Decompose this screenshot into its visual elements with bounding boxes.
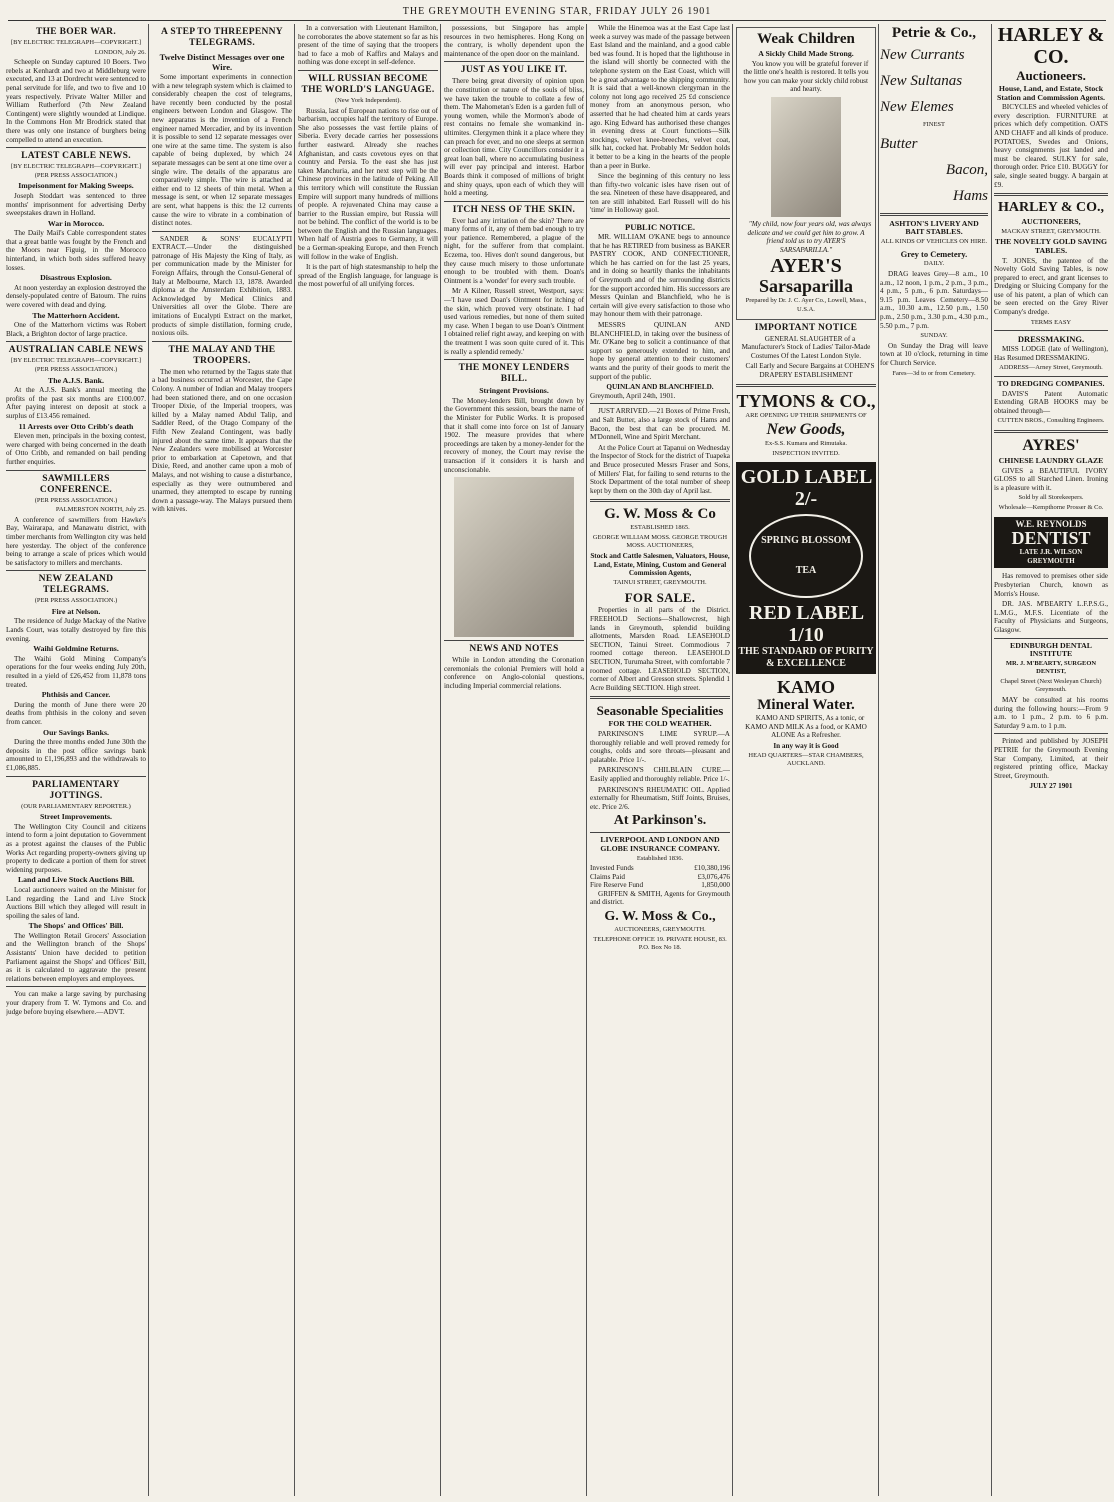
- article-heading: Impeisonment for Making Sweeps.: [18, 181, 134, 191]
- dentist-sub: LATE J.R. WILSON GREYMOUTH: [1019, 548, 1083, 565]
- advert-line: CUTTEN BROS., Consulting Engineers.: [997, 417, 1105, 425]
- article-body: While the Hinemoa was at the East Cape last week a survey was made of the passage between East Island and the mainland, and a good cable bed was found. It is hoped that the lighthouse in the island will shortly be connected with the telephone system on the East Coast, which will be a great advantage to the shipping community. It is said that a well-known clergyman in the colony not long ago received 25 £d conscience money from an anonymous person, who asserted that he had cheated him at cards years ago. King Edward has authorised these changes in evening dress at Court functions—Silk stockings, velvet knee-breeches, velvet coat, silk hat, cocked hat. Probably Mr Seddon holds it better to be a king in the hearts of the people than a peer in Burke.: [590, 24, 730, 170]
- advert-text: You know you will be grateful forever if the little one's health is restored. It tells you how you can make your sickly child robust and hearty.: [743, 59, 869, 94]
- child-illustration: [771, 97, 841, 217]
- article-heading: The Matterhorn Accident.: [32, 310, 120, 320]
- tea-slogan: THE STANDARD OF PURITY & EXCELLENCE: [738, 646, 874, 670]
- advert-heading: IMPORTANT NOTICE: [754, 322, 858, 333]
- article-body: One of the Matterhorn victims was Robert Black, a Brighton doctor of large practice.: [6, 321, 146, 338]
- advert-brand: AYER'S: [770, 255, 842, 278]
- ayers-advert: [736, 27, 876, 320]
- advert-text: Call Early and Secure Bargains at COHEN'S DRAPERY ESTABLISHMENT: [745, 362, 875, 379]
- article-subheading: (OUR PARLIAMENTARY REPORTER.): [21, 802, 131, 810]
- advert-text: GENERAL SLAUGHTER of a Manufacturer's Stock of Ladies' Tailor-Made Costumes Of the Latest London Style.: [741, 334, 871, 360]
- article-heading: Land and Live Stock Auctions Bill.: [17, 875, 135, 885]
- advert-subheading: Auctioneers.: [1016, 68, 1086, 83]
- advert-text: KAMO AND SPIRITS, As a tonic, or KAMO AND MILK As a food, or KAMO ALONE As a Refresher.: [745, 714, 867, 740]
- advert-heading: DRESSMAKING.: [1017, 334, 1085, 345]
- article-heading: ITCH NESS OF THE SKIN.: [452, 204, 576, 215]
- advert-quote: "My child, now four years old, was always delicate and we could get him to grow. A friend told us to try AYER'S SARSAPARILLA.": [747, 219, 872, 254]
- article-body: Eleven men, principals in the boxing contest, were charged with being concerned in the death of Otto Cribb, and remanded on bail pending further enquiries.: [6, 432, 146, 466]
- advert-subheading: ALL KINDS OF VEHICLES ON HIRE.: [880, 237, 988, 245]
- article-heading: NEWS AND NOTES: [469, 644, 559, 655]
- advert-brand: Sarsaparilla: [758, 276, 853, 297]
- column-rule: [991, 24, 992, 1496]
- advert-text: You can make a large saving by purchasing your drapery from T. W. Tymons and Co. and judge before buying elsewhere.—ADVT.: [6, 990, 146, 1016]
- article-heading: The Shops' and Offices' Bill.: [28, 921, 124, 931]
- advert-address: TAINUI STREET, GREYMOUTH.: [613, 578, 707, 586]
- advert-heading: At Parkinson's.: [613, 813, 707, 829]
- article-body: Russia, last of European nations to rise out of barbarism, occupies half the territory of Europe. She also possesses the vast fertile plains of Siberia. Every decade carries her possessions further eastward. Already she reaches Afghanistan, and casts covetous eyes on that country and Persia. To the east she has just taken Manchuria, and her next step will be the Chinese provinces in the latitude of Peking. All this territory which will constitute the Russian Empire will support many hundreds of millions of people. A rejuvenated China may cause a barrier to the Russian empire, but Russia will not be behind. The conflict of the world is to be between the English and the Russian languages. When half of Austria goes to Germany, it will be a German-speaking Europe, and then French will follow in the wake of English.: [298, 106, 438, 261]
- advert-subheading: SUNDAY.: [920, 332, 948, 340]
- notice-date: Greymouth, April 24th, 1901.: [590, 391, 676, 400]
- column-rule: [440, 24, 441, 1496]
- advert-item: FINEST: [922, 121, 946, 128]
- article-body: There being great diversity of opinion upon the constitution or nature of the souls of bliss, we have taken the trouble to collate a few of them. The Mahometan's Eden is a garden full of young women, while the Mormon's abode of rest contains no female she womankind in-ultimites. Clergymen think it a place where they can preach for ever, and no one sleeps at sermon or collection time. City Councillors consider it a great loan ball, where no accumulating business will ever pay principal and interest. Harbor Boards think it composed of millions of bright and shiny quays, upon each of which they will hold a meeting.: [444, 77, 584, 198]
- article-heading: THE MONEY LENDERS BILL.: [458, 363, 570, 385]
- article-body: Some important experiments in connection with a new telegraph system which is claimed to considerably cheapen the cost of telegrams, have recently been conducted by the postal engineers between London and Glasgow. The new apparatus is the invention of a French engineer named Mercadier, and by its invention it is possible to send 12 separate messages over one wire at the same time. The system is also capable of being duplexed, by which 24 separate messages can be sent at one time over a single wire. The details of the apparatus are comparatively simple. The wire is attached at either end to 12 sheets of thin metal. When a message is sent, or when 12 separate messages are sent, what happens is this: the 12 currents cause the wire to vibrate in a combination of distinct notes.: [152, 73, 292, 228]
- article-body: Local auctioneers waited on the Minister for Land regarding the Land and Live Stock Auctions Bill which they alleged will result in spoiling the sales of land.: [6, 885, 146, 920]
- advert-text: MISS LODGE (late of Wellington), Has Resumed DRESSMAKING.: [994, 345, 1108, 362]
- article-body: The Daily Mail's Cable correspondent states that a great battle was fought by the French and the Moors near Figuig, in the Morocco hinterland, in which both sides suffered heavy losses.: [6, 229, 146, 272]
- column-rule: [148, 24, 149, 1496]
- tea-advert: [736, 462, 876, 674]
- advert-subheading: DAILY.: [923, 260, 945, 268]
- article-heading: Waihi Goldmine Returns.: [33, 644, 119, 654]
- column-rule: [294, 24, 295, 1496]
- advert-address: Chapel Street (Next Wesleyan Church) Greymouth.: [1000, 677, 1102, 694]
- advert-heading: FOR SALE.: [624, 590, 696, 606]
- column-1: [6, 24, 146, 1496]
- advert-heading: HARLEY & CO.: [997, 24, 1105, 68]
- advert-text: SANDER & SONS' EUCALYPTI EXTRACT.—Under the distinguished patronage of His Majesty the King of Italy, as per communication made by the Minister for Foreign Affairs, through the Consul-General of Italy at Melbourne, March 13, 1878. Awarded diploma at the Amsterdam Exhibition, 1883. Acknowledged by Medical Clinics and Universities all over the Globe. There are imitations of Eucalypti Extract on the market, products of simple distillation, forming crude, noxious oils.: [152, 234, 292, 338]
- column-5: [590, 24, 730, 1496]
- article-heading: AUSTRALIAN CABLE NEWS: [8, 345, 144, 356]
- article-heading: Street Improvements.: [39, 812, 113, 822]
- dateline: PALMERSTON NORTH, July 25.: [55, 506, 146, 514]
- dentist-advert: [994, 517, 1108, 569]
- article-subheading: [BY ELECTRIC TELEGRAPH—COPYRIGHT.] (PER PRESS ASSOCIATION.): [10, 357, 142, 373]
- advert-heading: Seasonable Specialities: [596, 703, 724, 719]
- tea-label-gold: GOLD LABEL 2/-: [740, 466, 872, 511]
- column-4: [444, 24, 584, 1496]
- advert-heading: KAMO: [777, 677, 835, 698]
- column-2: [152, 24, 292, 1496]
- article-body: The residence of Judge Mackay of the Native Lands Court, was totally destroyed by fire this evening.: [6, 617, 146, 643]
- article-subheading: (New York Independent).: [334, 96, 402, 104]
- advert-text: DRAG leaves Grey—8 a.m., 10 a.m., 12 noon, 1 p.m., 2 p.m., 3 p.m., 4 p.m., 5 p.m., 6 p.m. Saturdays—9.15 p.m. Leaves Cemetery—8.50 a.m., 10.30 a.m., 12.50 p.m., 1.50 p.m., 2.50 p.m., 3.30 p.m., 4.30 p.m., 5.50 p.m., 7 p.m.: [880, 269, 988, 330]
- advert-telephone: TELEPHONE OFFICE 19. PRIVATE HOUSE, 83. P.O. Box No 18.: [593, 935, 727, 952]
- article-heading: JUST AS YOU LIKE IT.: [460, 65, 568, 76]
- article-heading: The A.J.S. Bank.: [48, 375, 104, 385]
- article-body: The men who returned by the Tagus state that a bad business occurred at Worcester, the Cape Colony. A number of Indian and Malay troopers had been stationed there, and on one occasion Trooper Dixie, of the Imperial troopers, was killed by a Malay named Abdul Talip, and Saddler Reed, of the Otago Company of the Fifth New Zealand Contingent, was badly injured about the same time. It appears that the New Zealanders were mobilised at Worcester prior to embarkation at Capetown, and that Dixie, Reed, and another came upon a mob of Malays, and not wishing to cause a disturbance, especially as they were outnumbered and unarmed, they attempted to escape by running down a passage-way. The Malays pursued them with knives.: [152, 367, 292, 514]
- article-body: At the A.J.S. Bank's annual meeting the profits of the past six months are £100.007. After paying interest on deposit at stock a surplus of £13.456 remained.: [6, 386, 146, 420]
- advert-address: ADDRESS—Arney Street, Greymouth.: [999, 364, 1103, 372]
- advert-subheading: FOR THE COLD WEATHER.: [608, 719, 712, 729]
- advert-subheading: AUCTIONEERS,: [1021, 217, 1081, 227]
- dentist-name: W.E. REYNOLDS: [1015, 518, 1087, 529]
- advert-text: PARKINSON'S RHEUMATIC OIL. Applied externally for Rheumatism, Stiff Joints, Bruises, etc. Price 2/6.: [590, 785, 730, 811]
- advert-heading: EDINBURGH DENTAL INSTITUTE: [1010, 640, 1092, 659]
- notice-signature: QUINLAN AND BLANCHFIELD.: [606, 383, 714, 392]
- article-body: The Money-lenders Bill, brought down by the Government this session, bears the name of the Minister for Public Works. It is proposed that it shall come into force on 1st of January 1902. The measure provides that where proceedings are taken by a money-lender for the recovery of money, the Court may revise the transaction if it considers it is harsh and unconscionable.: [444, 396, 584, 474]
- advert-text: Has removed to premises other side Presbyterian Church, known as Morris's House.: [994, 572, 1108, 598]
- article-heading: SAWMILLERS CONFERENCE.: [39, 473, 113, 495]
- article-body: Ever had any irritation of the skin? There are many forms of it, any of them bad enough to try your patience. Remembered, a plague of the night, for the sufferer from that complaint. Eczema, too. Hives don't sound dangerous, but they cause much misery to those unfortunate enough to be troubled with them. Doan's Ointment is a 'wonder' for every such trouble.: [444, 216, 584, 285]
- advert-subheading: ARE OPENING UP THEIR SHIPMENTS OF: [745, 411, 867, 419]
- advert-heading: TO DREDGING COMPANIES.: [997, 379, 1105, 389]
- notice-heading: PUBLIC NOTICE.: [625, 222, 695, 233]
- printer-imprint: Printed and published by JOSEPH PETRIE for the Greymouth Evening Star Company, Limited, at their registered printing office, Mackay Street, Greymouth.: [994, 737, 1108, 780]
- advert-address: HEAD QUARTERS—STAR CHAMBERS, AUCKLAND.: [748, 751, 864, 768]
- article-heading: THE MALAY AND THE TROOPERS.: [168, 344, 276, 366]
- article-body: Scheeple on Sunday captured 10 Boers. Two rebels at Kenhardt and two at Middleburg were executed, and 13 at Dordrecht were sentenced to penal servitude for life, and two to five and 10 years respectively. Private Walter Miller and William Rutherford (7th New Zealand Contingent) were slightly wounded at Lindique. In the Commons Hon Mr Brodrick stated that there was only one instance of burghers being compelled to attend an execution.: [6, 58, 146, 144]
- advert-subheading: A Sickly Child Made Strong.: [758, 49, 854, 58]
- advert-slogan: In any way it is Good: [773, 742, 839, 751]
- article-heading: THE BOER WAR.: [35, 27, 116, 37]
- advert-text: JUST ARRIVED.—21 Boxes of Prime Fresh, and Salt Butter, also a large stock of Hams and Bacon, the best that can be procured. M. M'Donnell, Wine and Spirit Merchant.: [590, 407, 730, 442]
- advert-text: BICYCLES and wheeled vehicles of every description. FURNITURE at prices which defy competition. OATS AND CHAFF and all kinds of produce. POTATOES, Swedes and Onions, heavy consignments just landed and must be cleared. SULKY for sale, thorough order. Price £10. BUGGY for sale, single seated buggy. A bargain at £9.: [994, 103, 1108, 189]
- tea-label-red: RED LABEL 1/10: [749, 602, 863, 647]
- article-subheading: (PER PRESS ASSOCIATION.): [34, 597, 118, 605]
- advert-subheading: Established 1836.: [636, 854, 684, 862]
- article-heading: Phthisis and Cancer.: [41, 690, 111, 700]
- column-rule: [586, 24, 587, 1496]
- advert-text: DR. JAS. M'BEARTY L.F.P.S.G., L.M.G., M.F.S. Licentiate of the Faculty of Physicians and Surgeons, Glasgow.: [994, 600, 1108, 634]
- advert-subheading: AUCTIONEERS, GREYMOUTH.: [614, 926, 706, 934]
- advert-line: Ex-S.S. Kumara and Rimutaka.: [765, 440, 847, 448]
- advert-text: GIVES a BEAUTIFUL IVORY GLOSS to all Starched Linen. Ironing is a pleasure with it.: [994, 466, 1108, 492]
- article-heading: Fire at Nelson.: [51, 606, 101, 616]
- column-rule: [878, 24, 879, 1496]
- advert-text: MAY be consulted at his rooms during the following hours:—From 9 a.m. to 1 p.m., 2 p.m. to 6 p.m. Saturday 9 a.m. to 1 p.m.: [994, 696, 1108, 730]
- advert-item: Butter: [880, 135, 918, 152]
- advert-names: GEORGE WILLIAM MOSS. GEORGE TROUGH MOSS. AUCTIONEERS,: [592, 533, 728, 550]
- masthead: THE GREYMOUTH EVENING STAR, FRIDAY JULY 26 1901: [8, 6, 1106, 21]
- article-heading: PARLIAMENTARY JOTTINGS.: [32, 779, 120, 801]
- engraving-illustration: [454, 477, 574, 637]
- advert-subheading: ESTABLISHED 1865.: [630, 524, 690, 532]
- advert-text: PARKINSON'S CHILBLAIN CURE.—Easily applied and thoroughly reliable. Price 1/-.: [590, 766, 730, 783]
- advert-item: New Sultanas: [880, 73, 963, 89]
- article-subheading: (PER PRESS ASSOCIATION.): [34, 496, 118, 504]
- advert-text: GRIFFEN & SMITH, Agents for Greymouth and district.: [590, 889, 730, 907]
- advert-heading: G. W. Moss & Co: [604, 506, 716, 523]
- article-body: It is the part of high statesmanship to help the spread of the English language, for language is the most powerful of all unifying forces.: [298, 263, 438, 289]
- column-8: [994, 24, 1108, 1496]
- article-body: While in London attending the Coronation ceremonials the colonial Premiers will hold a conference on Anglo-colonial questions, including Imperial commercial relations.: [444, 656, 584, 690]
- column-rule: [732, 24, 733, 1496]
- advert-heading: AYRES': [1022, 437, 1080, 454]
- article-body: At the Police Court at Tapanui on Wednesday the Inspector of Stock for the district of Tuapeka and Bruce prosecuted Messrs Fraser and Sons, of Millers' Flat, for failing to send returns to the Stock Department of the total number of sheep kept by them on the 30th day of April last.: [590, 443, 730, 495]
- article-body: The Wellington City Council and citizens intend to form a joint deputation to Government as a protest against the clauses of the Public Works Act regarding property-owners giving up property to dedicate a portion of them for street widening purposes.: [6, 822, 146, 874]
- advert-text: On Sunday the Drag will leave town at 10 o'clock, returning in time for Church Service.: [880, 341, 988, 367]
- funds-row: Claims Paid £3,076,476: [590, 872, 730, 881]
- advert-heading: Mineral Water.: [757, 697, 855, 714]
- article-body: In a conversation with Lieutenant Hamilton, he corroborates the above statement so far as his present of the time of saying that the troopers had to face a mob of Kaffirs and Malays and nothing was done except in self-defence.: [298, 24, 438, 67]
- article-heading: Our Savings Banks.: [43, 727, 109, 737]
- advert-line: Sold by all Storekeepers.: [1018, 494, 1084, 502]
- article-body: At noon yesterday an explosion destroyed the densely-populated centre of Batoum. The ruins were covered with dead and dying.: [6, 283, 146, 310]
- advert-item: New Elemes: [880, 99, 954, 115]
- advert-item: Bacon,: [945, 161, 988, 178]
- dentist-title: DENTIST: [1011, 528, 1091, 549]
- advert-line: INSPECTION INVITED.: [772, 449, 840, 457]
- article-heading: War in Morocco.: [47, 218, 105, 228]
- notice-body: MESSRS QUINLAN AND BLANCHFIELD, in taking over the business of Mr. O'Kane beg to solicit a continuance of that support so generously extended to him, and hope by general attention to their customers' wants and the purity of their goods to merit the support of the public.: [590, 321, 730, 381]
- advert-heading: Grey to Cemetery.: [900, 249, 968, 260]
- article-heading: WILL RUSSIAN BECOME THE WORLD'S LANGUAGE.: [301, 73, 435, 95]
- advert-text: Fares—3d to or from Cemetery.: [892, 369, 976, 377]
- article-subheading: [BY ELECTRIC TELEGRAPH—COPYRIGHT.] (PER PRESS ASSOCIATION.): [10, 163, 142, 179]
- advert-line: New Goods,: [766, 421, 846, 439]
- advert-heading: ASHTON'S LIVERY AND BAIT STABLES.: [889, 218, 979, 237]
- advert-heading: LIVERPOOL AND LONDON AND GLOBE INSURANCE COMPANY.: [600, 835, 720, 853]
- advert-heading: Petrie & Co.,: [891, 25, 977, 41]
- advert-item: New Currants: [880, 47, 965, 63]
- article-heading: A STEP TO THREEPENNY TELEGRAMS.: [161, 27, 283, 48]
- advert-heading: HARLEY & CO.,: [997, 200, 1105, 216]
- article-body: A conference of sawmillers from Hawke's Bay, Wairarapa, and Manawatu district, with timber merchants from Wellington city was held here yesterday. The object of the conference being to arrange a scale of prices which would be satisfactory to millers and merchants.: [6, 515, 146, 567]
- column-6: [736, 24, 876, 1496]
- article-heading: LATEST CABLE NEWS.: [21, 151, 131, 162]
- tea-brand: SPRING BLOSSOM TEA: [749, 514, 863, 598]
- article-body: The Waihi Gold Mining Company's operations for the four weeks ending July 20th, resulted in a yield of £26,452 from 11,878 tons treated.: [6, 654, 146, 689]
- advert-line: Stock and Cattle Salesmen, Valuators, House, Land, Estate, Mining, Custom and General Commission Agents,: [590, 552, 730, 578]
- column-3: [298, 24, 438, 1496]
- article-body: The Wellington Retail Grocers' Association and the Wellington branch of the Shops' Assistants' Union have decided to petition Parliament against the Shops' and Offices' Bill, as it is calculated to aggravate the present relations between employers and employees.: [6, 931, 146, 983]
- funds-row: Fire Reserve Fund 1,850,000: [590, 881, 730, 890]
- article-heading: NEW ZEALAND TELEGRAMS.: [38, 574, 114, 596]
- advert-text: DAVIS'S Patent Automatic Extending GRAB HOOKS may be obtained through—: [994, 389, 1108, 415]
- article-heading: Disastrous Explosion.: [40, 273, 112, 283]
- article-subheading: [BY ELECTRIC TELEGRAPH—COPYRIGHT.]: [10, 39, 142, 46]
- advert-heading: TYMONS & CO.,: [736, 390, 876, 411]
- advert-line: TERMS EASY: [1030, 318, 1072, 326]
- advert-text: Properties in all parts of the District. FREEHOLD Sections—Shallowcrest, high lands in Greymouth, splendid building allotments, Marsden Road. LEASEHOLD SECTION, Tainui Street. Commodious 7 roomed cottage thereon. LEASEHOLD SECTION, Turumaha Street, with comfortable 7 roomed cottage. LEASEHOLD SECTION, corner of Albert and Gresson streets. Splendid 1 Acre Building SECTION. High street.: [590, 606, 730, 692]
- advert-text: PARKINSON'S LIME SYRUP.—A thoroughly reliable and well proved remedy for coughs, colds and sore throats—pleasant and palatable. Price 1/-.: [590, 729, 730, 764]
- article-body: Since the beginning of this century no less than fifty-two volcanic isles have risen out of the sea. Nineteen of these have disappeared, and ten are still inhabited. Earl Russell will do his 'time' in Holloway gaol.: [590, 172, 730, 215]
- article-body: Joseph Stoddart was sentenced to three months' imprisonment for advertising Derby sweepstakes drawn in Holland.: [6, 191, 146, 218]
- advert-heading: G. W. Moss & Co.,: [604, 909, 716, 925]
- article-subheading: Stringent Provisions.: [479, 386, 549, 396]
- advert-line: House, Land, and Estate, Stock Station and Commission Agents.: [997, 84, 1105, 102]
- advert-line: MR. J. M'BEARTY, SURGEON DENTIST,: [1005, 659, 1097, 676]
- advert-subheading: CHINESE LAUNDRY GLAZE: [998, 456, 1104, 465]
- article-body: During the three months ended June 30th the deposits in the post office savings bank amounted to £1,196,893 and the withdrawals to £1,086,885.: [6, 738, 146, 772]
- article-heading: 11 Arrests over Otto Cribb's death: [18, 421, 134, 431]
- advert-line: Wholesale—Kempthorne Prosser & Co.: [998, 503, 1104, 511]
- advert-heading: THE NOVELTY GOLD SAVING TABLES.: [994, 237, 1108, 255]
- column-7: [880, 24, 988, 1496]
- article-body: Mr A Kilner, Russell street, Westport, says:—'I have used Doan's Ointment for itching of the skin, which proved very obstinate. I had used various remedies, but none of them suited my case. When I began to use Doan's Ointment I obtained relief right away, and keeping on with the treatment I was soon quite cured of it. This is really a splendid remedy.': [444, 287, 584, 356]
- dateline: LONDON, July 26.: [94, 48, 146, 56]
- advert-footer: Prepared by Dr. J. C. Ayer Co., Lowell, Mass., U.S.A.: [745, 297, 867, 313]
- funds-row: Invested Funds £10,380,196: [590, 864, 730, 873]
- advert-heading: Weak Children: [757, 31, 855, 47]
- advert-text: T. JONES, the patentee of the Novelty Gold Saving Tables, is now prepared to erect, and grant licenses to Dredging or Sluicing Company for the use of his patent, a plan of which can be seen erected on the Grey River Company's dredge.: [994, 256, 1108, 317]
- advert-item: Hams: [952, 187, 988, 204]
- notice-body: MR. WILLIAM O'KANE begs to announce that he has RETIRED from business as BAKER PASTRY COOK, AND CONFECTIONER, which he has carried on for the last 25 years, and in doing so heartily thanks the inhabitants of Greymouth and of the surrounding districts for the support accorded him. His successors are Messrs Quinlan and Blanchfield, who he is certain will give every satisfaction to those who may honour them with their patronage.: [590, 233, 730, 319]
- article-subheading: Twelve Distinct Messages over one Wire.: [159, 52, 285, 72]
- imprint-date: JULY 27 1901: [1029, 782, 1073, 791]
- article-body: During the month of June there were 20 deaths from phthisis in the colony and seven from cancer.: [6, 700, 146, 726]
- article-body: possessions, but Singapore has ample resources in two hemispheres. Hong Kong on the contrary, is wholly dependent upon the maintenance of the open door on the mainland.: [444, 24, 584, 58]
- advert-address: MACKAY STREET, GREYMOUTH.: [1001, 227, 1101, 235]
